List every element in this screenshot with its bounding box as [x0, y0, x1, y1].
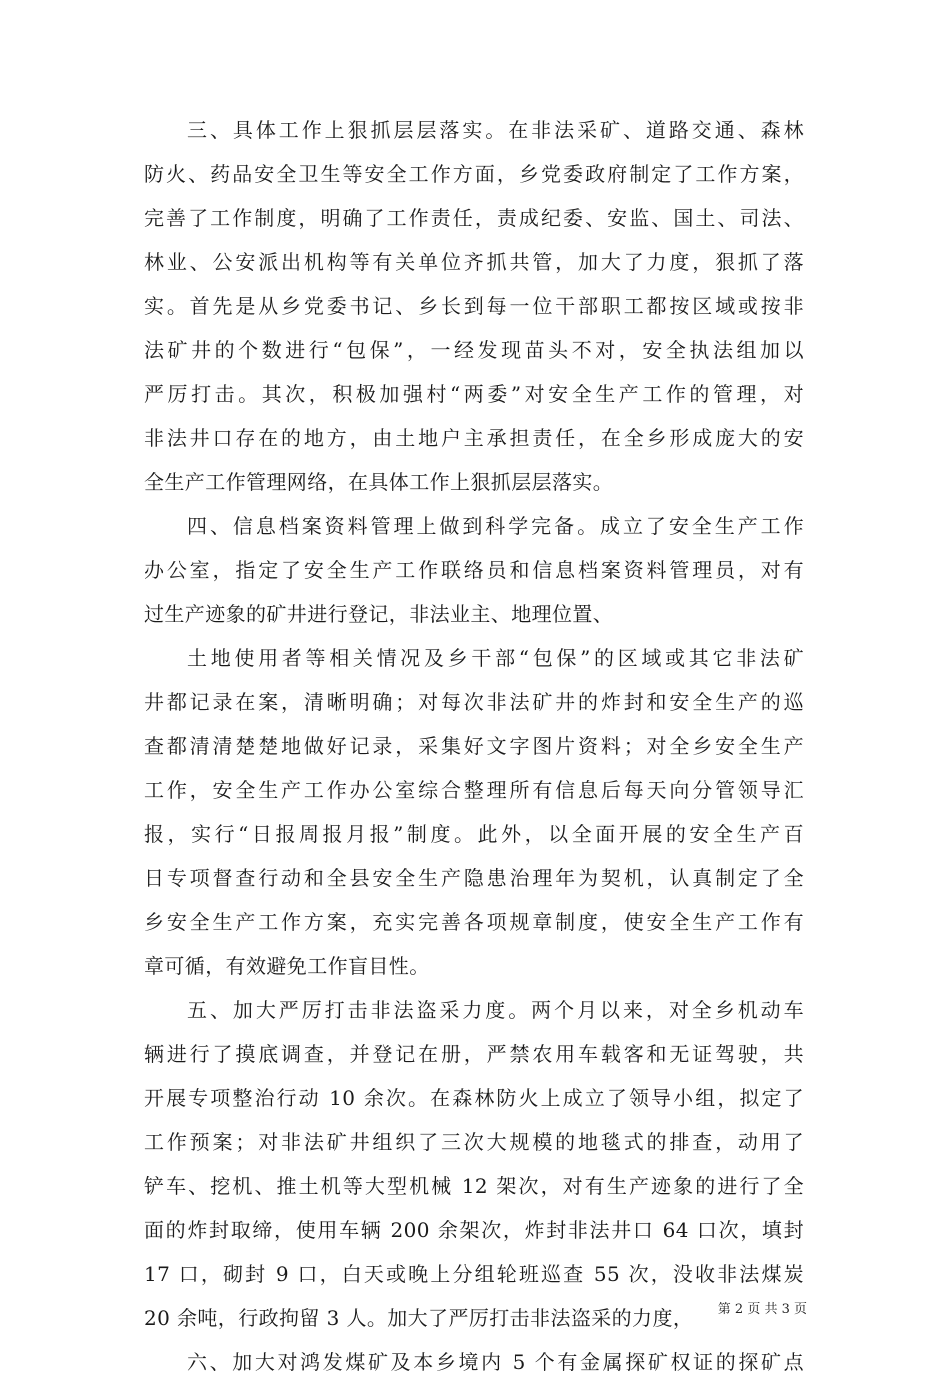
text-line: 非法井口存在的地方，由土地户主承担责任，在全乡形成庞大的安: [144, 426, 804, 450]
text-line: 工作，安全生产工作办公室综合整理所有信息后每天向分管领导汇: [144, 778, 804, 802]
text-line: 日专项督查行动和全县安全生产隐患治理年为契机，认真制定了全: [144, 866, 804, 890]
text-line: 办公室，指定了安全生产工作联络员和信息档案资料管理员，对有: [144, 558, 804, 582]
text-line: 林业、公安派出机构等有关单位齐抓共管，加大了力度，狠抓了落: [144, 250, 804, 274]
text-line: 17 口，砌封 9 口，白天或晚上分组轮班巡查 55 次，没收非法煤炭: [144, 1262, 804, 1286]
text-line: 查都清清楚楚地做好记录，采集好文字图片资料；对全乡安全生产: [144, 734, 804, 758]
text-line: 土地使用者等相关情况及乡干部“包保”的区域或其它非法矿: [187, 646, 804, 670]
text-line: 开展专项整治行动 10 余次。在森林防火上成立了领导小组，拟定了: [144, 1086, 804, 1110]
paragraph-archive-management: [144, 504, 804, 636]
text-line: 乡安全生产工作方案，充实完善各项规章制度，使安全生产工作有: [144, 910, 804, 934]
text-line: 20 余吨，行政拘留 3 人。加大了严厉打击非法盗采的力度，: [144, 1306, 694, 1330]
text-line: 章可循，有效避免工作盲目性。: [144, 954, 430, 978]
text-line: 法矿井的个数进行“包保”，一经发现苗头不对，安全执法组加以: [144, 338, 804, 362]
text-line: 六、加大对鸿发煤矿及本乡境内 5 个有金属探矿权证的探矿点: [187, 1350, 804, 1374]
page-number: 第 2 页 共 3 页: [717, 1302, 807, 1317]
paragraph-records-detail: [144, 636, 804, 988]
paragraph-crackdown: [144, 988, 804, 1340]
text-line: 过生产迹象的矿井进行登记，非法业主、地理位置、: [144, 602, 614, 626]
text-line: 辆进行了摸底调查，并登记在册，严禁农用车载客和无证驾驶，共: [144, 1042, 804, 1066]
text-line: 五、加大严厉打击非法盗采力度。两个月以来，对全乡机动车: [187, 998, 804, 1022]
text-line: 全生产工作管理网络，在具体工作上狠抓层层落实。: [144, 470, 614, 494]
document-body: [144, 108, 804, 1384]
text-line: 铲车、挖机、推土机等大型机械 12 架次，对有生产迹象的进行了全: [144, 1174, 804, 1198]
text-line: 工作预案；对非法矿井组织了三次大规模的地毯式的排查，动用了: [144, 1130, 804, 1154]
text-line: 防火、药品安全卫生等安全工作方面，乡党委政府制定了工作方案，: [144, 162, 804, 186]
text-line: 三、具体工作上狠抓层层落实。在非法采矿、道路交通、森林: [187, 118, 804, 142]
text-line: 面的炸封取缔，使用车辆 200 余架次，炸封非法井口 64 口次，填封: [144, 1218, 804, 1242]
paragraph-mine-inspection: [144, 1340, 804, 1384]
text-line: 井都记录在案，清晰明确；对每次非法矿井的炸封和安全生产的巡: [144, 690, 804, 714]
text-line: 严厉打击。其次，积极加强村“两委”对安全生产工作的管理，对: [144, 382, 804, 406]
paragraph-safety-implementation: [144, 108, 804, 504]
text-line: 报，实行“日报周报月报”制度。此外，以全面开展的安全生产百: [144, 822, 804, 846]
text-line: 四、信息档案资料管理上做到科学完备。成立了安全生产工作: [187, 514, 804, 538]
text-line: 实。首先是从乡党委书记、乡长到每一位干部职工都按区域或按非: [144, 294, 804, 318]
text-line: 完善了工作制度，明确了工作责任，责成纪委、安监、国土、司法、: [144, 206, 804, 230]
